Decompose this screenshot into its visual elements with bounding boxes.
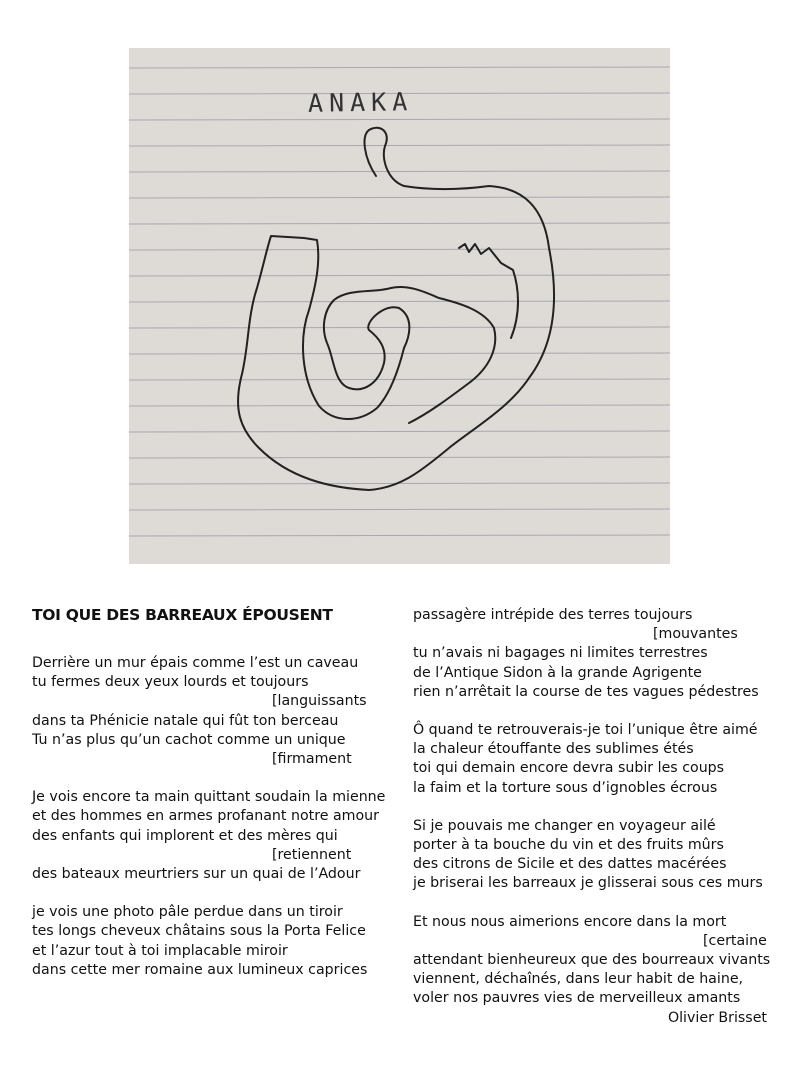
poem-line: dans ta Phénicie natale qui fût ton berceau bbox=[32, 712, 339, 729]
stanza bbox=[413, 606, 785, 702]
poem-line: passagère intrépide des terres toujours bbox=[413, 607, 693, 623]
poem-line-continuation: [mouvantes bbox=[653, 626, 738, 643]
poem-line: la faim et la torture sous d’ignobles écrous bbox=[413, 779, 718, 796]
poem-line: voler nos pauvres vies de merveilleux amants bbox=[413, 990, 741, 1007]
stanza bbox=[32, 654, 382, 769]
poem-line: Je vois encore ta main quittant soudain la mienne bbox=[32, 789, 386, 806]
poem-line: des citrons de Sicile et des dattes macérées bbox=[413, 856, 727, 873]
poem-line: de l’Antique Sidon à la grande Agrigente bbox=[413, 664, 702, 681]
poem-line: et des hommes en armes profanant notre amour bbox=[32, 808, 379, 825]
poem-line: toi qui demain encore devra subir les coups bbox=[413, 760, 725, 777]
poem-line: tes longs cheveux châtains sous la Porta Felice bbox=[32, 923, 366, 940]
poem-line: des enfants qui implorent et des mères qui bbox=[32, 827, 338, 844]
poem-line: rien n’arrêtait la course de tes vagues pédestres bbox=[413, 683, 759, 700]
poem-line: porter à ta bouche du vin et des fruits mûrs bbox=[413, 837, 724, 854]
poem-line: des bateaux meurtriers sur un quai de l’Adour bbox=[32, 866, 361, 883]
poem-line: tu fermes deux yeux lourds et toujours bbox=[32, 674, 309, 691]
poem-title: TOI QUE DES BARREAUX ÉPOUSENT bbox=[32, 606, 333, 624]
poem-line-continuation: [firmament bbox=[272, 751, 352, 768]
notebook-drawing bbox=[129, 48, 670, 564]
poem-line: attendant bienheureux que des bourreaux vivants bbox=[413, 952, 771, 969]
poem-line: je briserai les barreaux je glisserai sous ces murs bbox=[413, 875, 763, 892]
poem-line-continuation: [certaine bbox=[703, 932, 767, 949]
poem-line: Et nous nous aimerions encore dans la mort bbox=[413, 913, 727, 930]
stanza bbox=[32, 903, 382, 980]
poem-line: Tu n’as plus qu’un cachot comme un unique bbox=[32, 731, 346, 748]
poem-line: et l’azur tout à toi implacable miroir bbox=[32, 942, 288, 959]
poem-author: Olivier Brisset bbox=[667, 1009, 767, 1026]
poem-line-continuation: [languissants bbox=[272, 693, 367, 710]
poem-left-column bbox=[32, 606, 386, 999]
poem-line: Si je pouvais me changer en voyageur ailé bbox=[413, 817, 716, 834]
stanza bbox=[413, 721, 785, 798]
poem-right-column bbox=[413, 606, 785, 1028]
stanza bbox=[32, 788, 386, 884]
drawing-label: ANAKA bbox=[307, 87, 414, 118]
poem-line: tu n’avais ni bagages ni limites terrestres bbox=[413, 645, 708, 662]
poem-line-continuation: [retiennent bbox=[272, 846, 352, 863]
drawing-photo bbox=[129, 48, 670, 564]
poem-line: viennent, déchaînés, dans leur habit de haine, bbox=[413, 971, 744, 988]
poem-line: je vois une photo pâle perdue dans un tiroir bbox=[32, 904, 343, 921]
stanza bbox=[413, 817, 785, 894]
stanza bbox=[413, 913, 785, 1009]
poem-line: la chaleur étouffante des sublimes étés bbox=[413, 741, 694, 758]
poem-line: Derrière un mur épais comme l’est un caveau bbox=[32, 655, 359, 671]
poem-line: Ô quand te retrouverais-je toi l’unique être aimé bbox=[413, 722, 758, 739]
poem-line: dans cette mer romaine aux lumineux caprices bbox=[32, 961, 368, 978]
